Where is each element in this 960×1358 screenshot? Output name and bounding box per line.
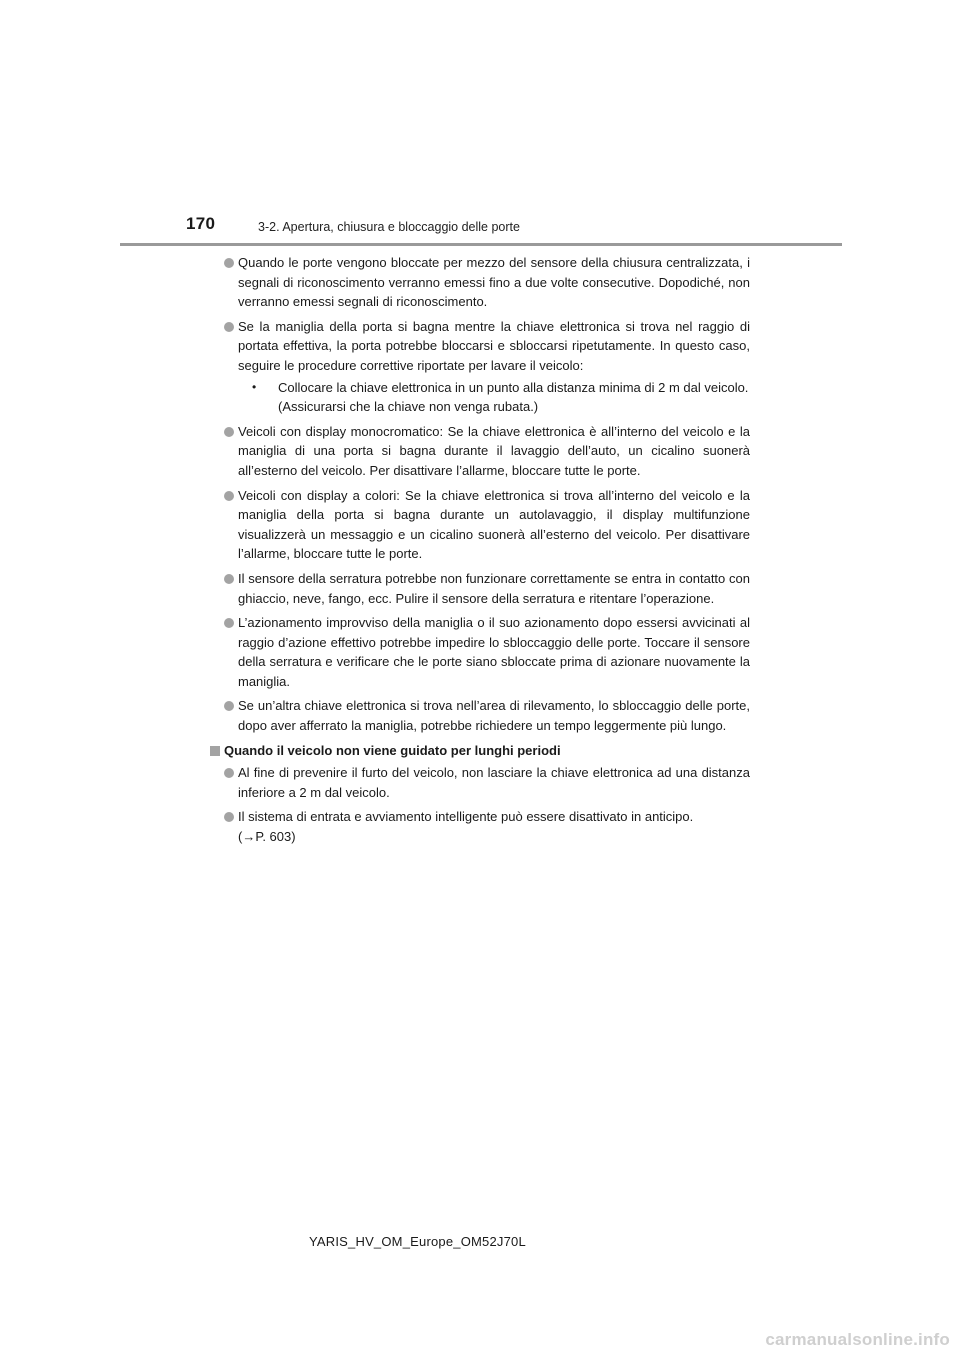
list-item [224, 763, 750, 802]
list-item [224, 807, 750, 846]
list-item [224, 317, 750, 417]
list-item [224, 422, 750, 481]
bullet-circle-icon [224, 258, 234, 268]
bullet-circle-icon [224, 701, 234, 711]
sub-item-note: (Assicurarsi che la chiave non venga rubata.) [278, 399, 539, 415]
bullet-text: Al fine di prevenire il furto del veicolo, non lasciare la chiave elettronica ad una distanza inferiore a 2 m dal veicolo. [238, 765, 750, 800]
bullet-text: Veicoli con display monocromatico: Se la chiave elettronica è all’interno del veicolo e la maniglia di una porta si bagna durante il lavaggio dell’auto, un cicalino suonerà all’esterno del veicolo. Per disattivare l’allarme, bloccare tutte le porte. [238, 423, 750, 478]
sub-item-text: Collocare la chiave elettronica in un punto alla distanza minima di 2 m dal veicolo. [278, 379, 749, 395]
bullet-circle-icon [224, 768, 234, 778]
list-item [224, 253, 750, 312]
bullet-text: Se la maniglia della porta si bagna mentre la chiave elettronica si trova nel raggio di portata effettiva, la porta potrebbe bloccarsi e sbloccarsi ripetutamente. In questo caso, seguire le procedure correttive riportate per lavare il veicolo: [238, 318, 750, 373]
bullet-circle-icon [224, 427, 234, 437]
section-title: 3-2. Apertura, chiusura e bloccaggio delle porte [258, 220, 520, 234]
section-heading-text: Quando il veicolo non viene guidato per lunghi periodi [224, 742, 561, 758]
section-heading [210, 741, 750, 761]
document-code: YARIS_HV_OM_Europe_OM52J70L [309, 1234, 526, 1249]
bullet-circle-icon [224, 574, 234, 584]
bullet-circle-icon [224, 618, 234, 628]
sub-list-item [238, 378, 750, 417]
sub-bullet-mark: • [252, 379, 257, 394]
page-body [224, 253, 750, 852]
page-number: 170 [186, 214, 216, 233]
list-item [224, 696, 750, 735]
heading-square-icon [210, 746, 220, 756]
bullet-text: Quando le porte vengono bloccate per mezzo del sensore della chiusura centralizzata, i segnali di riconoscimento verranno emessi fino a due volte consecutive. Dopodiché, non verranno emessi segnali di riconoscimento. [238, 255, 750, 310]
bullet-circle-icon [224, 322, 234, 332]
bullet-circle-icon [224, 491, 234, 501]
bullet-circle-icon [224, 812, 234, 822]
list-item [224, 613, 750, 691]
header-divider [120, 243, 842, 246]
bullet-text: L’azionamento improvviso della maniglia o il suo azionamento dopo essersi avvicinati al raggio d’azione effettivo potrebbe impedire lo sbloccaggio delle porte. Toccare il sensore della serratura e verificare che le porte siano sbloccate prima di azionare nuovamente la maniglia. [238, 615, 750, 689]
bullet-text: Il sensore della serratura potrebbe non funzionare correttamente se entra in contatto con ghiaccio, neve, fango, ecc. Pulire il sensore della serratura e ritentare l’operazione. [238, 570, 750, 606]
bullet-text: Veicoli con display a colori: Se la chiave elettronica si trova all’interno del veicolo e la maniglia della porta si bagna durante un autolavaggio, il display multifunzione visualizzerà un messaggio e un cicalino suonerà all’esterno del veicolo. Per disattivare l’allarme, bloccare tutte le porte. [238, 487, 750, 562]
watermark: carmanualsonline.info [765, 1330, 950, 1349]
bullet-text: Il sistema di entrata e avviamento intelligente può essere disattivato in anticipo. [238, 809, 694, 825]
bullet-text: Se un’altra chiave elettronica si trova nell’area di rilevamento, lo sbloccaggio delle porte, dopo aver afferrato la maniglia, potrebbe richiedere un tempo leggermente più lungo. [238, 698, 750, 734]
list-item [224, 486, 750, 564]
list-item [224, 569, 750, 608]
page-reference-link[interactable]: (→P. 603) [238, 829, 296, 845]
